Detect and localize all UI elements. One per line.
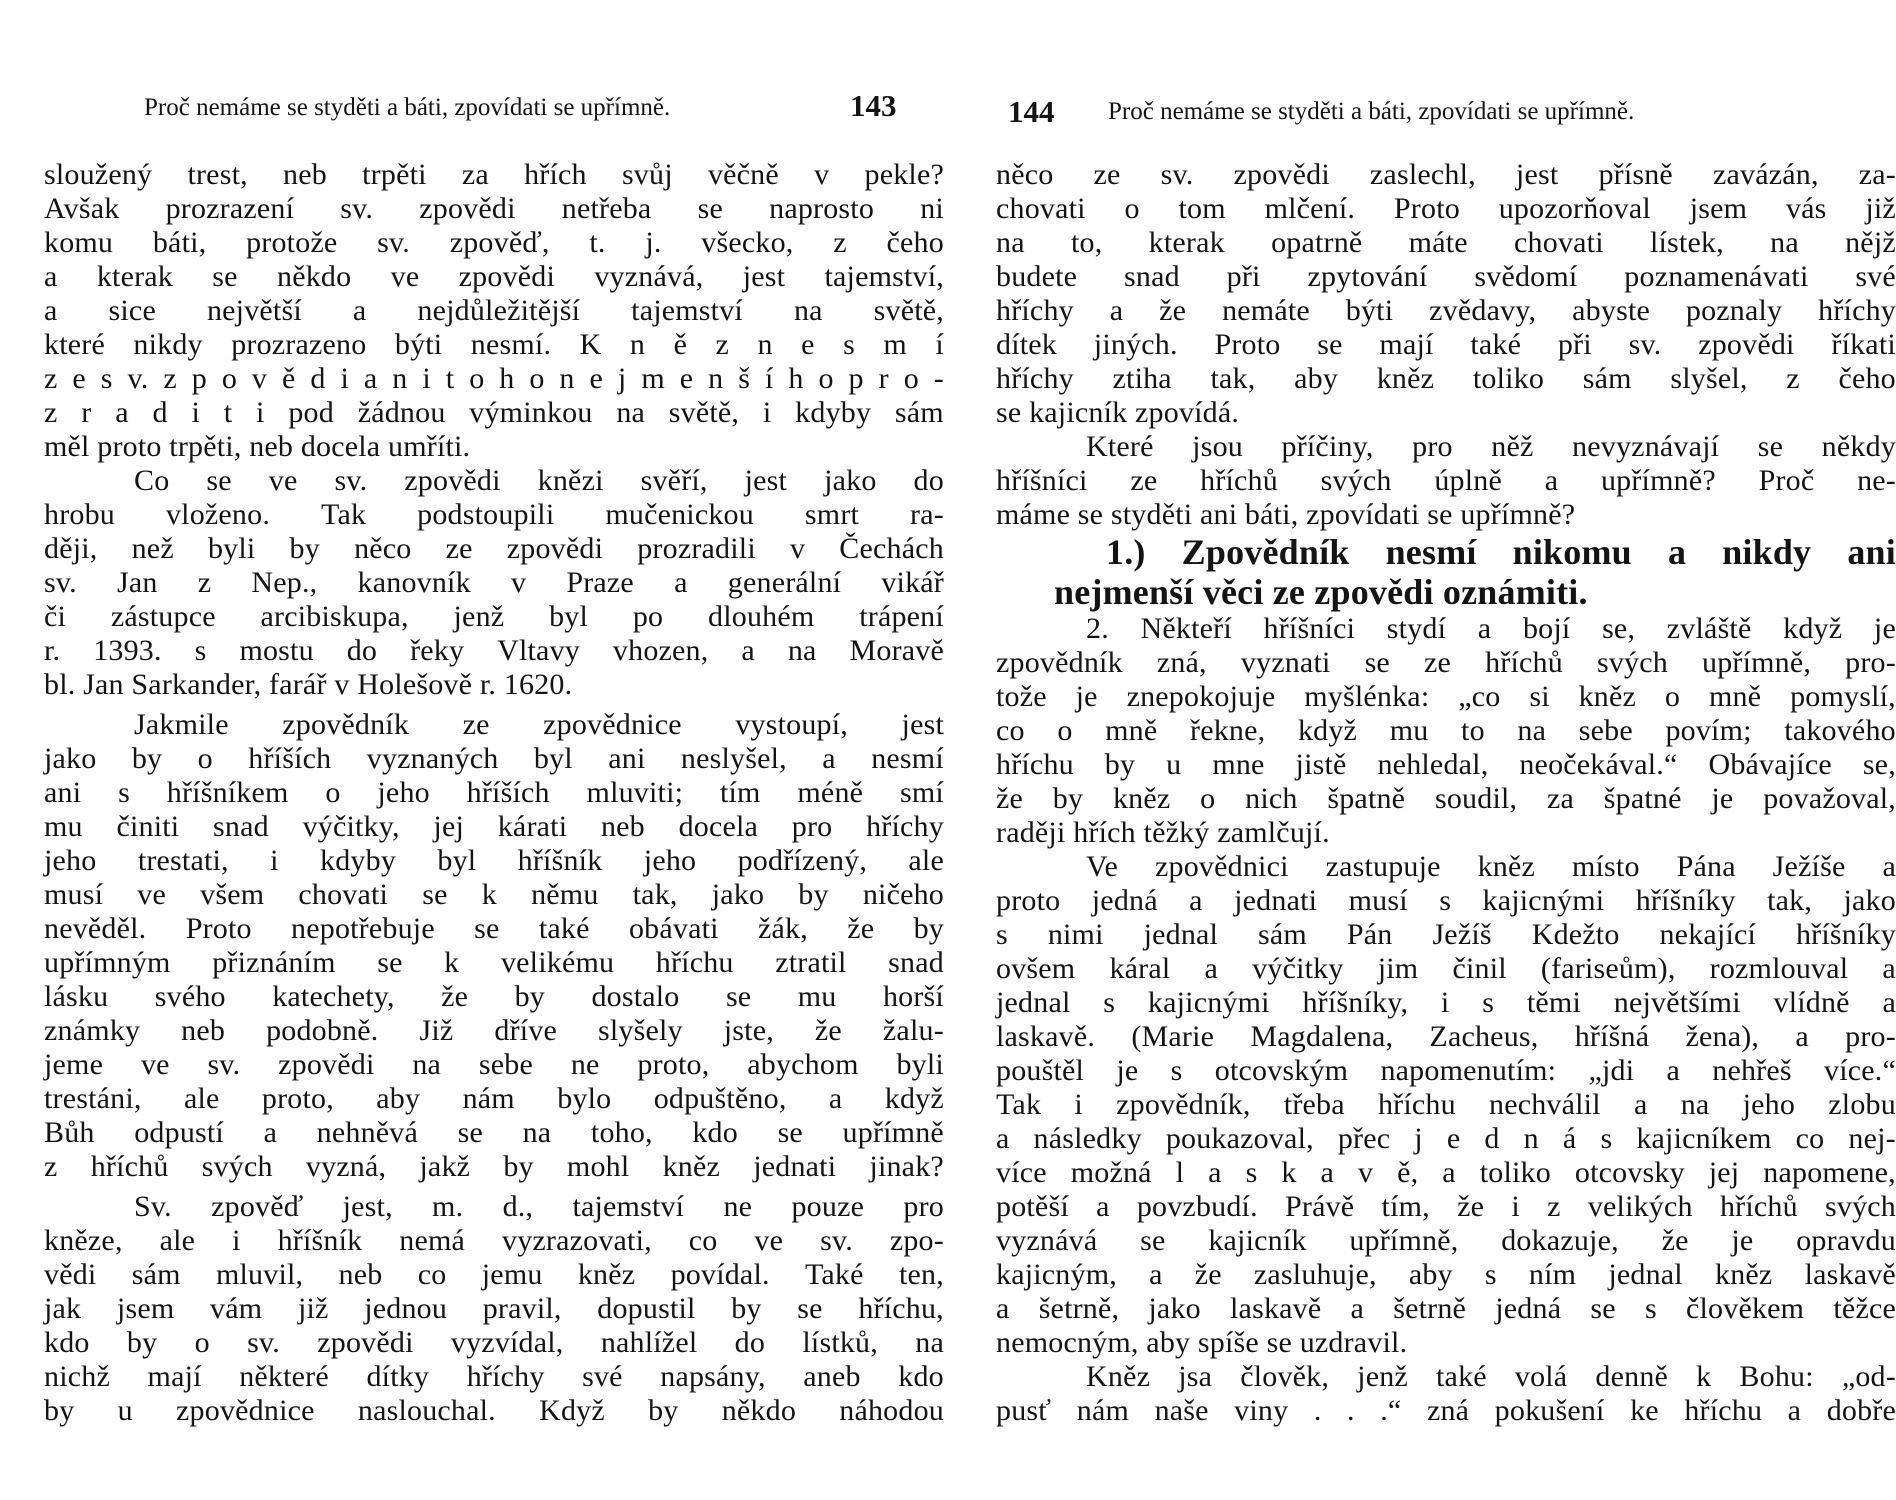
text-line: chovati o tom mlčení. Proto upozorňoval jsem vás již — [996, 192, 1896, 225]
right-page — [996, 0, 1896, 1500]
text-line: kněze, ale i hříšník nemá vyzrazovati, co ve sv. zpo- — [44, 1224, 944, 1257]
page-number: 144 — [1008, 94, 1055, 129]
text-line: a sice největší a nejdůležitější tajemství na světě, — [44, 294, 944, 327]
text-line: z r a d i t i pod žádnou výminkou na světě, i kdyby sám — [44, 396, 944, 429]
text-line: nemocným, aby spíše se uzdravil. — [996, 1326, 1408, 1359]
text-line: pouštěl je s otcovským napomenutím: „jdi a nehřeš více.“ — [996, 1054, 1896, 1087]
page-number: 143 — [850, 88, 897, 123]
text-line: a následky poukazoval, přec j e d n á s kajicníkem co nej- — [996, 1122, 1896, 1155]
text-line: hrobu vloženo. Tak podstoupili mučenickou smrt ra- — [44, 498, 944, 531]
text-line: hříchy a že nemáte býti zvědavy, abyste poznaly hříchy — [996, 294, 1896, 327]
text-line: něco ze sv. zpovědi zaslechl, jest přísně zavázán, za- — [996, 158, 1896, 191]
text-line: hříchy ztiha tak, aby kněz toliko sám slyšel, z čeho — [996, 362, 1896, 395]
text-line: vědi sám mluvil, neb co jemu kněz povídal. Také ten, — [44, 1258, 944, 1291]
text-line: tože je znepokojuje myšlénka: „co si kněz o mně pomyslí, — [996, 680, 1896, 713]
text-line: upřímným přiznáním se k velikému hříchu ztratil snad — [44, 946, 944, 979]
paragraph-first-line: Které jsou příčiny, pro něž nevyznávají se někdy — [1086, 430, 1896, 463]
text-line: ději, než byli by něco ze zpovědi prozradili v Čechách — [44, 532, 944, 565]
text-line: na to, kterak opatrně máte chovati lístek, na nějž — [996, 226, 1896, 259]
text-line: a kterak se někdo ve zpovědi vyznává, jest tajemství, — [44, 260, 944, 293]
text-line: nevěděl. Proto nepotřebuje se také obávati žák, že by — [44, 912, 944, 945]
text-line: dítek jiných. Proto se mají také při sv. zpovědi říkati — [996, 328, 1896, 361]
running-title: Proč nemáme se styděti a báti, zpovídati se upřímně. — [144, 94, 671, 121]
text-line: ani s hříšníkem o jeho hříších mluviti; tím méně smí — [44, 776, 944, 809]
text-line: nichž mají některé dítky hříchy své napsány, aneb kdo — [44, 1360, 944, 1393]
text-line: kajicným, a že zasluhuje, aby s ním jednal kněz laskavě — [996, 1258, 1896, 1291]
text-line: hříšníci ze hříchů svých úplně a upřímně? Proč ne- — [996, 464, 1896, 497]
text-line: r. 1393. s mostu do řeky Vltavy vhozen, a na Moravě — [44, 634, 944, 667]
text-line: komu báti, protože sv. zpověď, t. j. všecko, z čeho — [44, 226, 944, 259]
text-line: laskavě. (Marie Magdalena, Zacheus, hříšná žena), a pro- — [996, 1020, 1896, 1053]
text-line: jeho trestati, i kdyby byl hříšník jeho podřízený, ale — [44, 844, 944, 877]
text-line: máme se styděti ani báti, zpovídati se upřímně? — [996, 498, 1576, 531]
text-line: lásku svého katechety, že by dostalo se mu horší — [44, 980, 944, 1013]
text-line: co o mně řekne, když mu to na sebe povím; takového — [996, 714, 1896, 747]
text-line: sloužený trest, neb trpěti za hřích svůj věčně v pekle? — [44, 158, 944, 191]
text-line: že by kněz o nich špatně soudil, za špatné je považoval, — [996, 782, 1896, 815]
text-line: s nimi jednal sám Pán Ježíš Kdežto nekající hříšníky — [996, 918, 1896, 951]
text-line: potěší a povzbudí. Právě tím, že i z velikých hříchů svých — [996, 1190, 1896, 1223]
left-page — [44, 0, 944, 1500]
text-line: známky neb podobně. Již dříve slyšely jste, že žalu- — [44, 1014, 944, 1047]
text-line: jak jsem vám již jednou pravil, dopustil by se hříchu, — [44, 1292, 944, 1325]
text-line: pusť nám naše viny . . .“ zná pokušení ke hříchu a dobře — [996, 1394, 1896, 1427]
text-line: hříchu by u mne jistě nehledal, neočekával.“ Obávajíce se, — [996, 748, 1896, 781]
paragraph-first-line: Kněz jsa člověk, jenž také volá denně k Bohu: „od- — [1086, 1360, 1896, 1393]
text-line: raději hřích těžký zamlčují. — [996, 816, 1330, 849]
left-page-header — [44, 88, 944, 128]
paragraph-first-line: Co se ve sv. zpovědi knězi svěří, jest jako do — [134, 464, 944, 497]
paragraph-first-line: Ve zpovědnici zastupuje kněz místo Pána Ježíše a — [1086, 850, 1896, 883]
running-title: Proč nemáme se styděti a báti, zpovídati se upřímně. — [1108, 98, 1635, 125]
text-line: z hříchů svých vyzná, jakž by mohl kněz jednati jinak? — [44, 1150, 944, 1183]
text-line: či zástupce arcibiskupa, jenž byl po dlouhém trápení — [44, 600, 944, 633]
text-line: se kajicník zpovídá. — [996, 396, 1240, 429]
right-page-header — [996, 88, 1896, 128]
text-line: které nikdy prozrazeno býti nesmí. K n ě z n e s m í — [44, 328, 944, 361]
text-line: trestáni, ale proto, aby nám bylo odpuštěno, a když — [44, 1082, 944, 1115]
text-line: a šetrně, jako laskavě a šetrně jedná se s člověkem těžce — [996, 1292, 1896, 1325]
section-heading-continued: nejmenší věci ze zpovědi oznámiti. — [1054, 572, 1588, 612]
text-line: více možná l a s k a v ě, a toliko otcovsky jej napomene, — [996, 1156, 1896, 1189]
text-line: vyznává se kajicník upřímně, dokazuje, že je opravdu — [996, 1224, 1896, 1257]
text-line: Bůh odpustí a nehněvá se na toho, kdo se upřímně — [44, 1116, 944, 1149]
text-line: měl proto trpěti, neb docela umříti. — [44, 430, 471, 463]
text-line: bl. Jan Sarkander, farář v Holešově r. 1620. — [44, 668, 573, 701]
paragraph-first-line: Jakmile zpovědník ze zpovědnice vystoupí, jest — [134, 708, 944, 741]
text-line: kdo by o sv. zpovědi vyzvídal, nahlížel do lístků, na — [44, 1326, 944, 1359]
section-heading: 1.) Zpovědník nesmí nikomu a nikdy ani — [1106, 532, 1896, 572]
text-line: musí ve všem chovati se k němu tak, jako by ničeho — [44, 878, 944, 911]
text-line: ovšem káral a výčitky jim činil (fariseům), rozmlouval a — [996, 952, 1896, 985]
text-line: z e s v. z p o v ě d i a n i t o h o n e j m e n š í h o p r o - — [44, 362, 944, 395]
paragraph-first-line: Sv. zpověď jest, m. d., tajemství ne pouze pro — [134, 1190, 944, 1223]
right-page-body — [996, 158, 1896, 1428]
text-line: sv. Jan z Nep., kanovník v Praze a generální vikář — [44, 566, 944, 599]
text-line: jako by o hříších vyznaných byl ani neslyšel, a nesmí — [44, 742, 944, 775]
text-line: Avšak prozrazení sv. zpovědi netřeba se naprosto ni — [44, 192, 944, 225]
text-line: Tak i zpovědník, třeba hříchu nechválil a na jeho zlobu — [996, 1088, 1896, 1121]
paragraph-first-line: 2. Někteří hříšníci stydí a bojí se, zvláště když je — [1086, 612, 1896, 645]
text-line: jeme ve sv. zpovědi na sebe ne proto, abychom byli — [44, 1048, 944, 1081]
text-line: budete snad při zpytování svědomí poznamenávati své — [996, 260, 1896, 293]
text-line: by u zpovědnice naslouchal. Když by někdo náhodou — [44, 1394, 944, 1427]
text-line: jednal s kajicnými hříšníky, i s těmi největšími vlídně a — [996, 986, 1896, 1019]
text-line: proto jedná a jednati musí s kajicnými hříšníky tak, jako — [996, 884, 1896, 917]
text-line: mu činiti snad výčitky, jej kárati neb docela pro hříchy — [44, 810, 944, 843]
left-page-body — [44, 158, 944, 1428]
text-line: zpovědník zná, vyznati se ze hříchů svých upřímně, pro- — [996, 646, 1896, 679]
